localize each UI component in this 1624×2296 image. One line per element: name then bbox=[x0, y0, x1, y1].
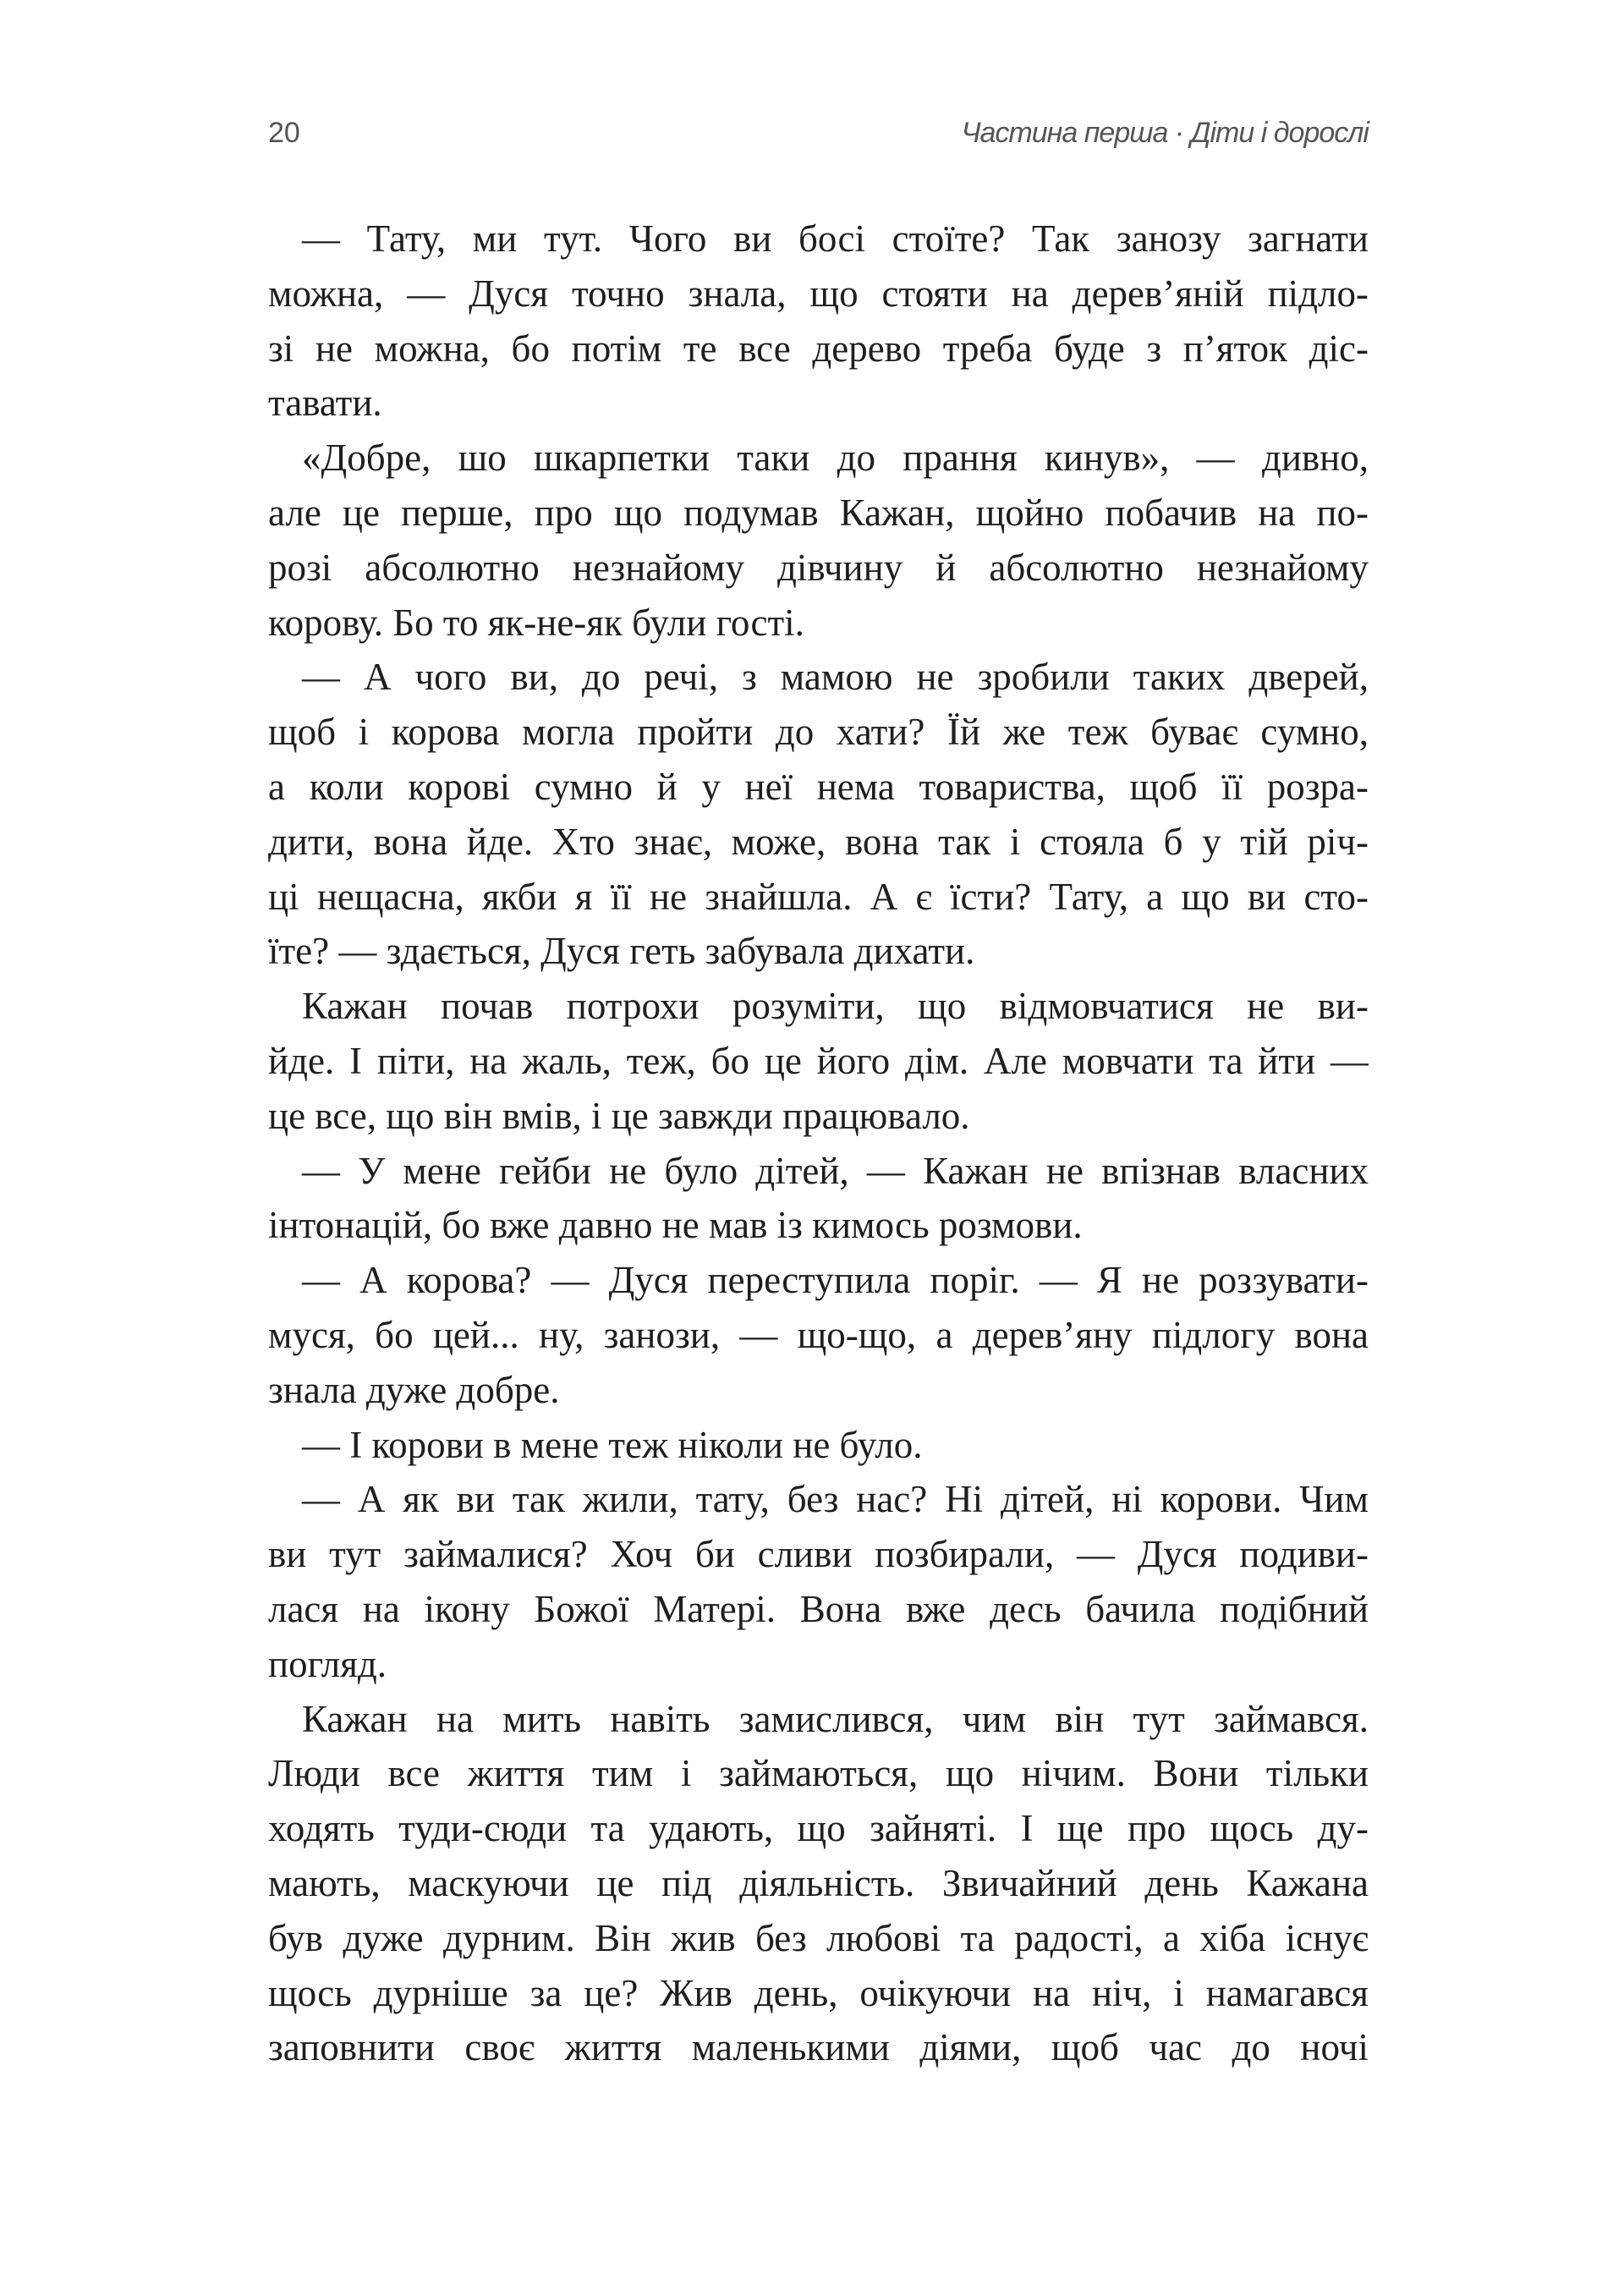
paragraph bbox=[268, 1253, 1369, 1417]
text-line: йде. І піти, на жаль, теж, бо це його дім. Але мовчати та йти — bbox=[268, 1039, 1369, 1082]
text-line: можна, — Дуся точно знала, що стояти на дерев’яній підло- bbox=[268, 272, 1369, 315]
paragraph bbox=[268, 650, 1369, 979]
text-line: зі не можна, бо потім те все дерево треба буде з п’яток діс- bbox=[268, 327, 1369, 370]
text-line: корову. Бо то як-не-як були гості. bbox=[268, 601, 804, 644]
text-line: ці нещасна, якби я її не знайшла. А є їсти? Тату, а що ви сто- bbox=[268, 875, 1369, 918]
text-line: — У мене гейби не було дітей, — Кажан не впізнав власних bbox=[302, 1149, 1369, 1192]
paragraph bbox=[268, 1418, 1369, 1473]
text-line: «Добре, шо шкарпетки таки до прання кинув», — дивно, bbox=[302, 437, 1369, 480]
running-header bbox=[268, 117, 1369, 159]
text-line: Кажан на мить навіть замислився, чим він тут займався. bbox=[302, 1697, 1369, 1740]
text-line: знала дуже добре. bbox=[268, 1368, 560, 1411]
text-line: лася на ікону Божої Матері. Вона вже десь бачила подібний bbox=[268, 1587, 1369, 1630]
paragraph bbox=[268, 211, 1369, 431]
text-line: це все, що він вмів, і це завжди працювало. bbox=[268, 1094, 970, 1137]
text-line: заповнити своє життя маленькими діями, щоб час до ночі bbox=[268, 2026, 1369, 2069]
text-line: — А як ви так жили, тату, без нас? Ні дітей, ні корови. Чим bbox=[302, 1478, 1369, 1521]
page-body-text bbox=[268, 211, 1369, 2075]
paragraph bbox=[268, 1144, 1369, 1254]
text-line: тавати. bbox=[268, 382, 382, 425]
running-title: Частина перша · Діти і дорослі bbox=[961, 117, 1369, 149]
text-line: а коли корові сумно й у неї нема товариства, щоб її розра- bbox=[268, 765, 1369, 808]
text-line: мають, маскуючи це під діяльність. Звичайний день Кажана bbox=[268, 1861, 1369, 1904]
text-line: ви тут займалися? Хоч би сливи позбирали, — Дуся подиви- bbox=[268, 1533, 1369, 1576]
text-line: щоб і корова могла пройти до хати? Їй же теж буває сумно, bbox=[268, 711, 1369, 754]
text-line: але це перше, про що подумав Кажан, щойно побачив на по- bbox=[268, 491, 1369, 534]
paragraph bbox=[268, 431, 1369, 650]
text-line: був дуже дурним. Він жив без любові та радості, а хіба існує bbox=[268, 1916, 1369, 1959]
text-line: муся, бо цей... ну, занози, — що-що, а дерев’яну підлогу вона bbox=[268, 1313, 1369, 1356]
text-line: ходять туди-сюди та удають, що зайняті. І ще про щось ду- bbox=[268, 1807, 1369, 1850]
text-line: — І корови в мене теж ніколи не було. bbox=[302, 1423, 923, 1466]
text-line: щось дурніше за це? Жив день, очікуючи на ніч, і намагався bbox=[268, 1971, 1369, 2014]
page-number: 20 bbox=[268, 117, 300, 149]
text-line: дити, вона йде. Хто знає, може, вона так і стояла б у тій річ- bbox=[268, 820, 1369, 863]
text-line: — Тату, ми тут. Чого ви босі стоїте? Так занозу загнати bbox=[302, 217, 1369, 260]
text-line: інтонацій, бо вже давно не мав із кимось розмови. bbox=[268, 1204, 1083, 1247]
paragraph bbox=[268, 1692, 1369, 2076]
text-line: погляд. bbox=[268, 1642, 387, 1685]
text-line: — А корова? — Дуся переступила поріг. — Я не роззувати- bbox=[302, 1259, 1369, 1302]
paragraph bbox=[268, 1472, 1369, 1691]
text-line: розі абсолютно незнайому дівчину й абсолютно незнайому bbox=[268, 546, 1369, 589]
text-line: їте? — здається, Дуся геть забувала дихати. bbox=[268, 930, 975, 973]
text-line: Люди все життя тим і займаються, що нічим. Вони тільки bbox=[268, 1752, 1369, 1795]
paragraph bbox=[268, 979, 1369, 1143]
text-line: — А чого ви, до речі, з мамою не зробили таких дверей, bbox=[302, 656, 1369, 699]
text-line: Кажан почав потрохи розуміти, що відмовчатися не ви- bbox=[302, 985, 1369, 1028]
